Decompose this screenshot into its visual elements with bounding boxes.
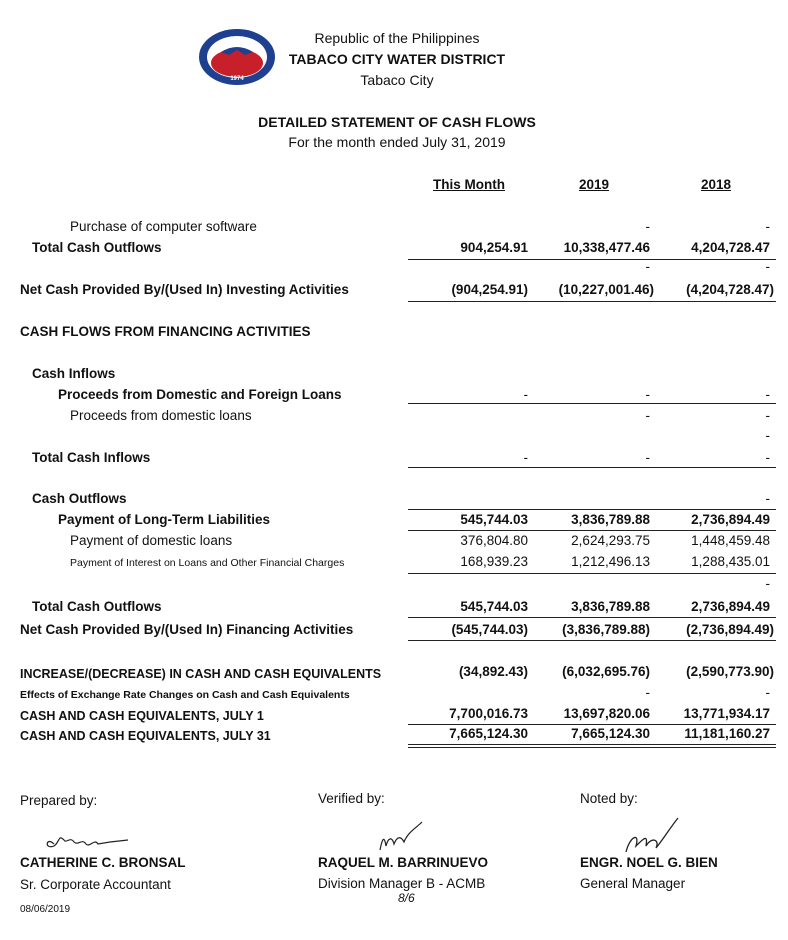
section-financing-heading: CASH FLOWS FROM FINANCING ACTIVITIES: [20, 324, 311, 339]
row-label-net-investing: Net Cash Provided By/(Used In) Investing Activities: [20, 282, 349, 297]
cell-fx-2019: -: [645, 685, 650, 700]
cell-tci-2018: -: [765, 450, 770, 465]
verified-date: 8/6: [398, 891, 415, 905]
noted-by-name: ENGR. NOEL G. BIEN: [580, 855, 718, 870]
row-label-proceeds-df: Proceeds from Domestic and Foreign Loans: [58, 387, 342, 402]
cell-tco1-month: 904,254.91: [460, 240, 528, 255]
cell-software-2018: -: [765, 219, 770, 234]
cell-net-fin-2019: (3,836,789.88): [562, 622, 650, 637]
col-header-this-month: This Month: [433, 177, 505, 192]
cell-software-2019: -: [645, 219, 650, 234]
row-label-fx-effects: Effects of Exchange Rate Changes on Cash and Cash Equivalents: [20, 689, 350, 701]
cell-pint-month: 168,939.23: [460, 554, 528, 569]
noted-by-position: General Manager: [580, 876, 686, 891]
row-label-cash-inflows: Cash Inflows: [32, 366, 116, 381]
row-label-software: Purchase of computer software: [70, 219, 257, 234]
signature-bronsal: [40, 826, 140, 856]
prepared-by-name: CATHERINE C. BRONSAL: [20, 855, 186, 870]
col-header-2018: 2018: [700, 177, 732, 192]
prepared-by-caption: Prepared by:: [20, 793, 98, 808]
cell-incdec-month: (34,892.43): [458, 664, 528, 679]
cell-cash-j31-month: 7,665,124.30: [449, 726, 528, 741]
cell-proceeds-df-2018: -: [765, 387, 770, 402]
cell-proceeds-d-2018: -: [765, 408, 770, 423]
rule: [408, 509, 776, 510]
cell-cash-j1-2019: 13,697,820.06: [563, 706, 650, 721]
cell-dash-b-2018: -: [765, 428, 770, 443]
cell-pltl-month: 545,744.03: [460, 512, 528, 527]
cell-cash-j31-2018: 11,181,160.27: [684, 726, 770, 741]
prepared-by-position: Sr. Corporate Accountant: [20, 877, 171, 892]
row-label-cash-july31: CASH AND CASH EQUIVALENTS, JULY 31: [20, 729, 271, 743]
cell-tco2-2019: 3,836,789.88: [571, 599, 650, 614]
row-label-payment-domestic: Payment of domestic loans: [70, 533, 233, 548]
cell-proceeds-d-2019: -: [645, 408, 650, 423]
rule: [408, 467, 776, 468]
cell-pint-2019: 1,212,496.13: [571, 554, 650, 569]
cell-cash-j31-2019: 7,665,124.30: [571, 726, 650, 741]
rule: [408, 573, 776, 574]
cell-net-inv-2019: (10,227,001.46): [558, 282, 654, 297]
row-label-proceeds-d: Proceeds from domestic loans: [70, 408, 252, 423]
cell-net-inv-2018: (4,204,728.47): [686, 282, 774, 297]
cell-incdec-2018: (2,590,773.90): [686, 664, 774, 679]
cell-net-fin-month: (545,744.03): [451, 622, 528, 637]
cell-dash-c-2018: -: [765, 576, 770, 591]
cell-tci-2019: -: [645, 450, 650, 465]
rule: [408, 724, 776, 725]
cell-tco2-2018: 2,736,894.49: [691, 599, 770, 614]
cell-net-fin-2018: (2,736,894.49): [686, 622, 774, 637]
cell-dash-a-2019: -: [645, 259, 650, 274]
cell-cash-j1-2018: 13,771,934.17: [683, 706, 770, 721]
row-label-total-outflows-fin: Total Cash Outflows: [32, 599, 162, 614]
row-label-total-inflows: Total Cash Inflows: [32, 450, 151, 465]
cell-pdl-2018: 1,448,459.48: [691, 533, 770, 548]
cell-net-inv-month: (904,254.91): [451, 282, 528, 297]
cell-pdl-2019: 2,624,293.75: [571, 533, 650, 548]
row-label-payment-interest: Payment of Interest on Loans and Other Financial Charges: [70, 557, 345, 569]
rule: [408, 301, 776, 302]
row-label-cash-outflows: Cash Outflows: [32, 491, 127, 506]
rule: [408, 530, 776, 531]
cell-pltl-2019: 3,836,789.88: [571, 512, 650, 527]
svg-text:1974: 1974: [230, 76, 244, 82]
verified-by-caption: Verified by:: [318, 791, 385, 806]
cell-cash-out-2018: -: [765, 491, 770, 506]
cell-pdl-month: 376,804.80: [460, 533, 528, 548]
cell-proceeds-df-2019: -: [645, 387, 650, 402]
row-label-increase-decrease: INCREASE/(DECREASE) IN CASH AND CASH EQUIVALENTS: [20, 667, 382, 681]
cell-pltl-2018: 2,736,894.49: [691, 512, 770, 527]
cell-pint-2018: 1,288,435.01: [691, 554, 770, 569]
verified-by-name: RAQUEL M. BARRINUEVO: [318, 855, 489, 870]
cell-incdec-2019: (6,032,695.76): [562, 664, 650, 679]
col-header-2019: 2019: [578, 177, 610, 192]
cell-tci-month: -: [523, 450, 528, 465]
signature-bien: [616, 816, 686, 860]
row-label-total-outflows-inv: Total Cash Outflows: [32, 240, 162, 255]
cell-proceeds-df-month: -: [523, 387, 528, 402]
rule: [408, 403, 776, 404]
signature-barrinuevo: [372, 820, 432, 860]
verified-by-position: Division Manager B - ACMB: [318, 876, 486, 891]
statement-title: DETAILED STATEMENT OF CASH FLOWS: [258, 114, 536, 130]
rule: [408, 640, 776, 641]
cell-tco2-month: 545,744.03: [460, 599, 528, 614]
rule: [408, 744, 776, 745]
rule: [408, 617, 776, 618]
statement-period: For the month ended July 31, 2019: [288, 134, 506, 150]
cell-dash-a-2018: -: [765, 259, 770, 274]
cell-tco1-2019: 10,338,477.46: [563, 240, 650, 255]
republic-text: Republic of the Philippines: [314, 30, 480, 46]
cell-cash-j1-month: 7,700,016.73: [449, 706, 528, 721]
noted-by-caption: Noted by:: [580, 791, 638, 806]
row-label-net-financing: Net Cash Provided By/(Used In) Financing Activities: [20, 622, 354, 637]
row-label-payment-ltl: Payment of Long-Term Liabilities: [58, 512, 271, 527]
row-label-cash-july1: CASH AND CASH EQUIVALENTS, JULY 1: [20, 709, 264, 723]
district-name: TABACO CITY WATER DISTRICT: [288, 51, 506, 67]
prepared-date: 08/06/2019: [20, 904, 71, 915]
rule: [408, 747, 776, 748]
city-name: Tabaco City: [360, 72, 434, 88]
cell-fx-2018: -: [765, 685, 770, 700]
cell-tco1-2018: 4,204,728.47: [691, 240, 770, 255]
